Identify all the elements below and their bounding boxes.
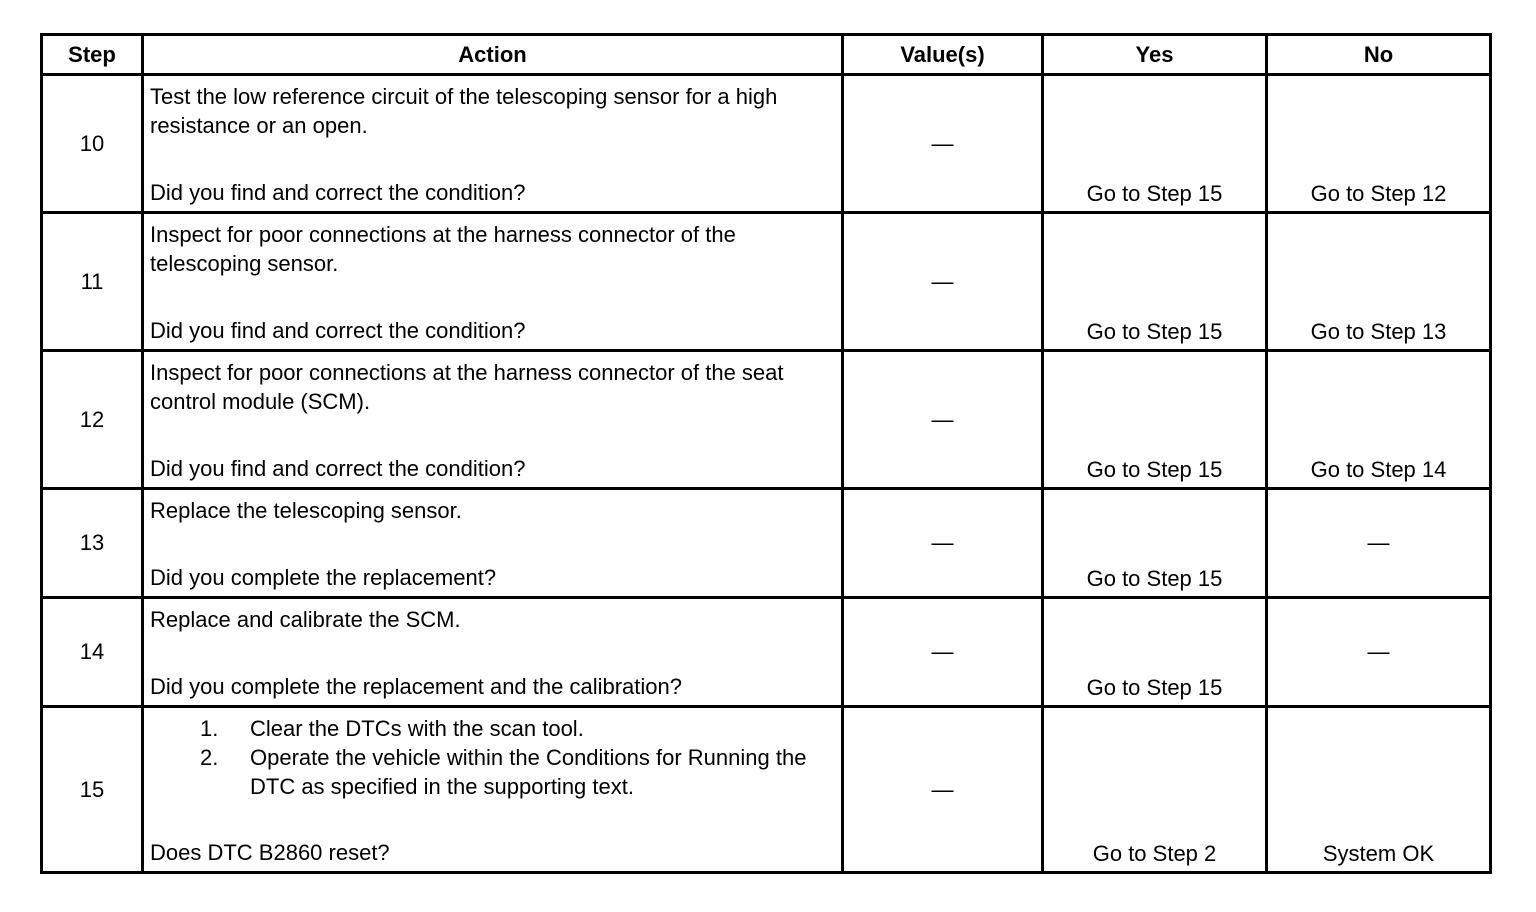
substep-list <box>150 714 835 801</box>
table-row <box>42 213 1491 351</box>
diagnostic-table <box>40 33 1492 874</box>
step-number: 14 <box>42 598 143 707</box>
value-cell: — <box>843 707 1043 873</box>
substep-item <box>150 743 840 801</box>
header-action: Action <box>143 35 843 75</box>
substep-number: 1. <box>200 716 219 741</box>
no-result: System OK <box>1267 707 1491 873</box>
substep-text: Operate the vehicle within the Conditions for Running the DTC as specified in the supporting text. <box>250 745 807 799</box>
action-question: Did you find and correct the condition? <box>150 180 526 205</box>
header-row <box>42 35 1491 75</box>
substep-number: 2. <box>200 745 219 770</box>
diagnostic-table-container <box>40 33 1489 874</box>
value-cell: — <box>843 75 1043 213</box>
no-result: Go to Step 12 <box>1267 75 1491 213</box>
action-question: Did you find and correct the condition? <box>150 456 526 481</box>
header-yes: Yes <box>1043 35 1267 75</box>
header-step: Step <box>42 35 143 75</box>
step-number: 15 <box>42 707 143 873</box>
action-question: Did you find and correct the condition? <box>150 318 526 343</box>
yes-result: Go to Step 15 <box>1043 213 1267 351</box>
substep-text: Clear the DTCs with the scan tool. <box>250 716 584 741</box>
action-cell <box>143 75 843 213</box>
yes-result: Go to Step 15 <box>1043 351 1267 489</box>
table-row <box>42 75 1491 213</box>
action-text: Replace and calibrate the SCM. <box>150 607 461 632</box>
action-question: Did you complete the replacement and the calibration? <box>150 674 682 699</box>
no-result: — <box>1267 598 1491 707</box>
action-text: Test the low reference circuit of the telescoping sensor for a high resistance or an open. <box>150 84 778 138</box>
step-number: 13 <box>42 489 143 598</box>
no-result: — <box>1267 489 1491 598</box>
yes-result: Go to Step 2 <box>1043 707 1267 873</box>
table-row <box>42 489 1491 598</box>
value-cell: — <box>843 351 1043 489</box>
action-text: Replace the telescoping sensor. <box>150 498 462 523</box>
action-question: Does DTC B2860 reset? <box>150 840 390 865</box>
action-text: Inspect for poor connections at the harness connector of the seat control module (SCM). <box>150 360 784 414</box>
table-row <box>42 598 1491 707</box>
no-result: Go to Step 13 <box>1267 213 1491 351</box>
action-cell <box>143 598 843 707</box>
step-number: 12 <box>42 351 143 489</box>
action-cell <box>143 489 843 598</box>
action-cell <box>143 707 843 873</box>
substep-item <box>150 714 835 743</box>
yes-result: Go to Step 15 <box>1043 489 1267 598</box>
action-cell <box>143 213 843 351</box>
action-question: Did you complete the replacement? <box>150 565 497 590</box>
header-values: Value(s) <box>843 35 1043 75</box>
header-no: No <box>1267 35 1491 75</box>
action-text: Inspect for poor connections at the harness connector of the telescoping sensor. <box>150 222 736 276</box>
table-row <box>42 351 1491 489</box>
no-result: Go to Step 14 <box>1267 351 1491 489</box>
step-number: 10 <box>42 75 143 213</box>
table-row <box>42 707 1491 873</box>
yes-result: Go to Step 15 <box>1043 598 1267 707</box>
yes-result: Go to Step 15 <box>1043 75 1267 213</box>
value-cell: — <box>843 489 1043 598</box>
step-number: 11 <box>42 213 143 351</box>
value-cell: — <box>843 598 1043 707</box>
action-cell <box>143 351 843 489</box>
value-cell: — <box>843 213 1043 351</box>
